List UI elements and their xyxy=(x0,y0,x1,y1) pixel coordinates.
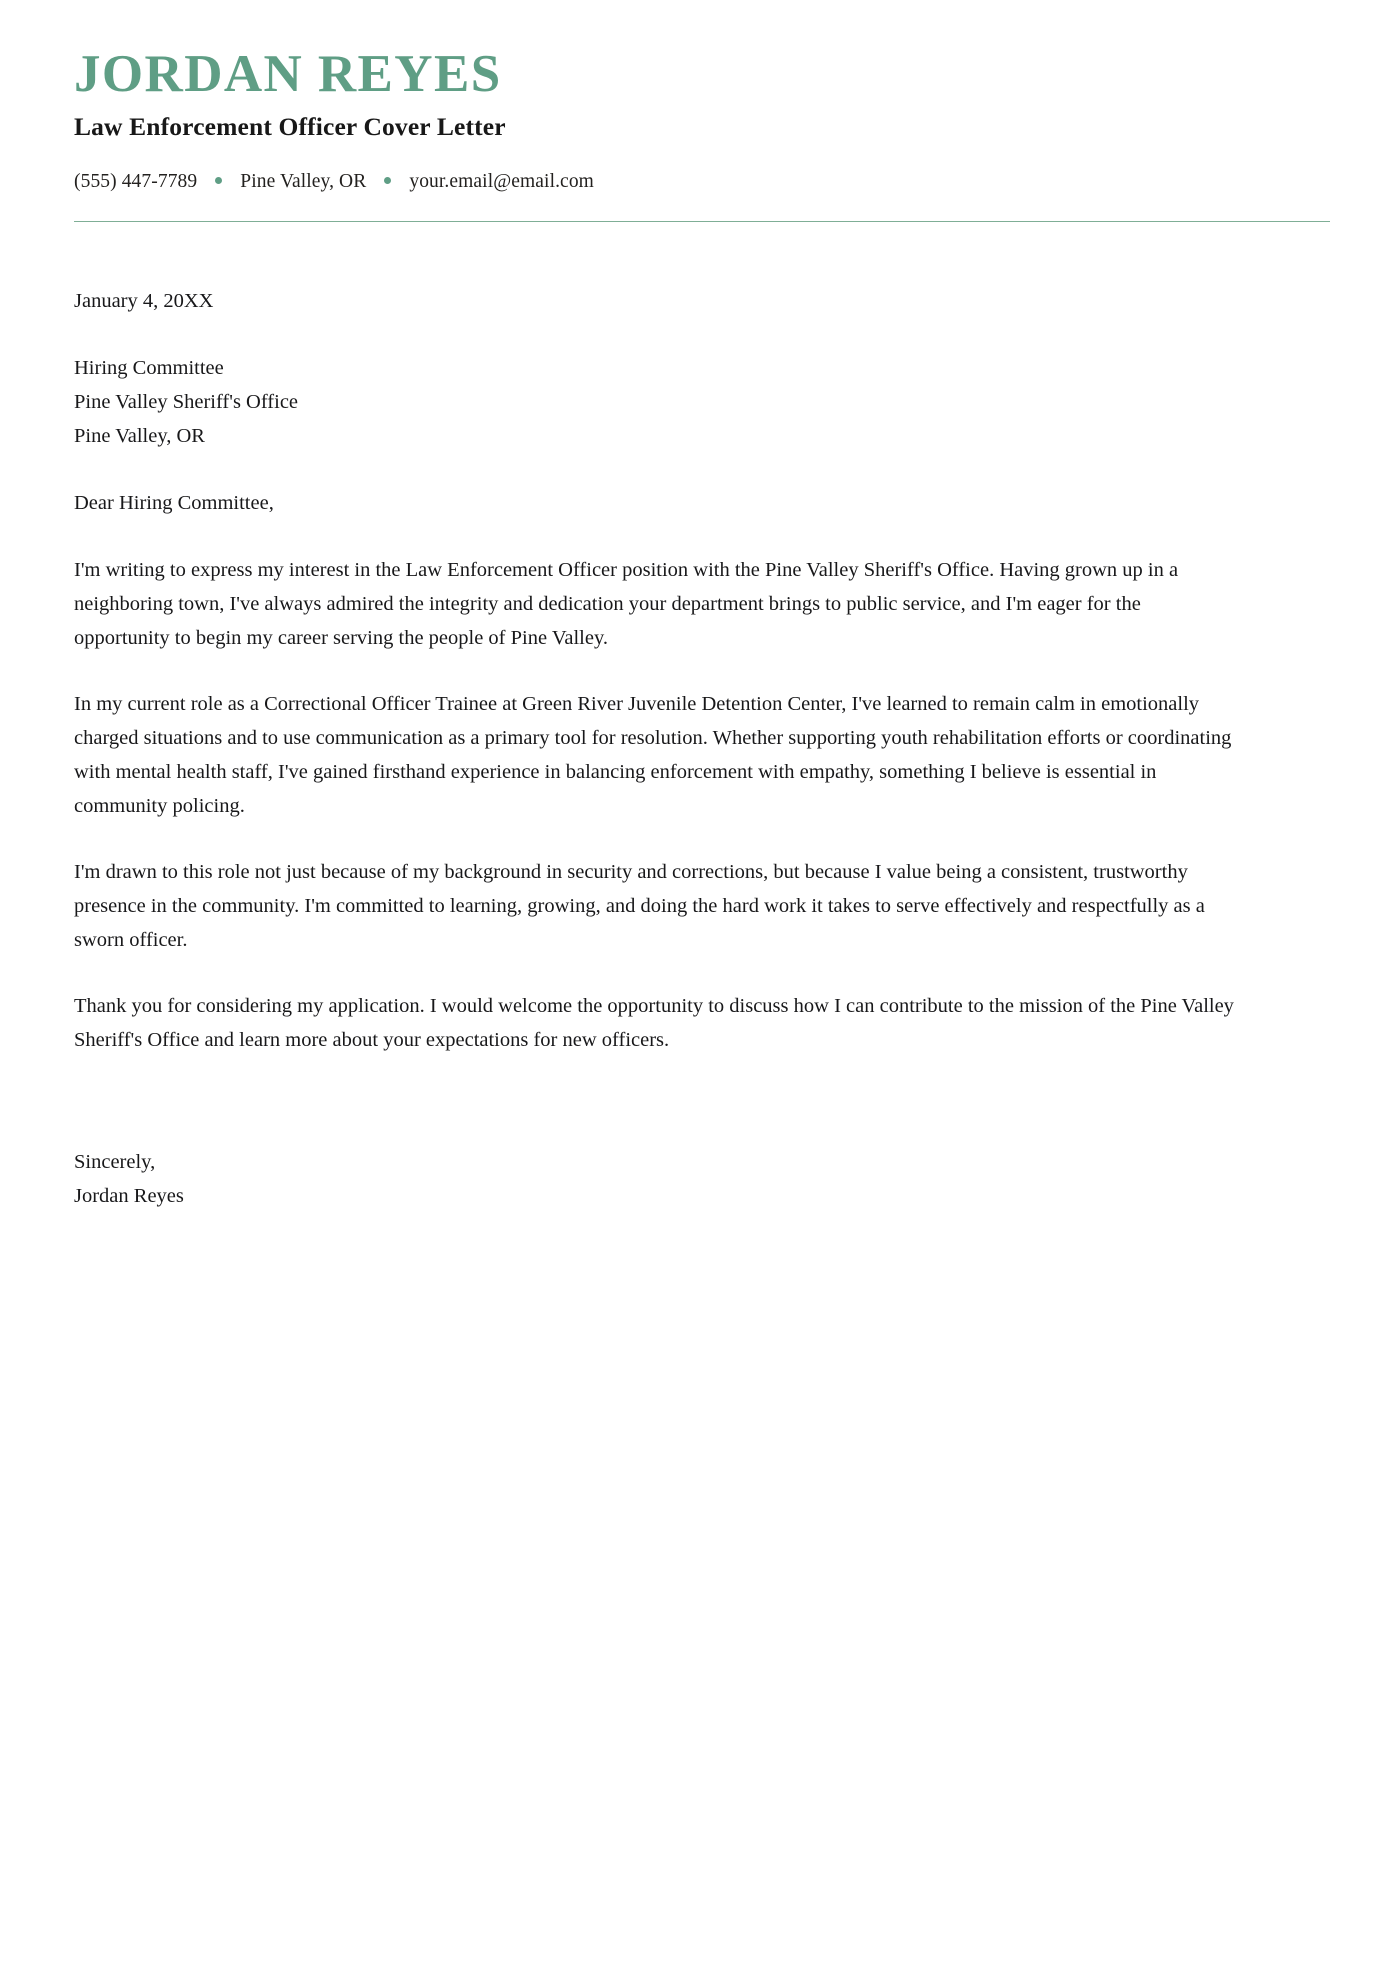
signature-name: Jordan Reyes xyxy=(74,1184,184,1207)
bullet-separator-icon xyxy=(384,177,391,184)
closing-block xyxy=(74,1145,1330,1213)
salutation: Dear Hiring Committee, xyxy=(74,491,274,514)
recipient-line-3: Pine Valley, OR xyxy=(74,424,205,447)
recipient-block xyxy=(74,351,1330,453)
body-paragraph: In my current role as a Correctional Officer Trainee at Green River Juvenile Detention Center, I've learned to remain calm in emotionally charged situations and to use communication as a primary tool for resolution. Whether supporting youth rehabilitation efforts or coordinating with mental health staff, I've gained firsthand experience in balancing enforcement with empathy, something I believe is essential in community policing. xyxy=(74,692,1232,817)
body-paragraph: I'm writing to express my interest in the Law Enforcement Officer position with the Pine Valley Sheriff's Office. Having grown up in a neighboring town, I've always admired the integrity and dedication your department brings to public service, and I'm eager for the opportunity to begin my career serving the people of Pine Valley. xyxy=(74,558,1179,649)
letter-header xyxy=(74,44,1330,222)
document-subtitle: Law Enforcement Officer Cover Letter xyxy=(74,112,506,142)
contact-phone: (555) 447-7789 xyxy=(74,170,198,192)
body-paragraph: I'm drawn to this role not just because of my background in security and corrections, but because I value being a consistent, trustworthy presence in the community. I'm committed to learning, growing, and doing the hard work it takes to serve effectively and respectfully as a sworn officer. xyxy=(74,860,1205,951)
recipient-line-2: Pine Valley Sheriff's Office xyxy=(74,390,299,413)
letter-body xyxy=(74,222,1330,1213)
bullet-separator-icon xyxy=(215,177,222,184)
body-paragraph: Thank you for considering my application. I would welcome the opportunity to discuss how I can contribute to the mission of the Pine Valley Sheriff's Office and learn more about your expectations for new officers. xyxy=(74,994,1234,1051)
letter-date: January 4, 20XX xyxy=(74,289,214,312)
applicant-name: JORDAN REYES xyxy=(74,45,502,103)
contact-location: Pine Valley, OR xyxy=(240,170,367,192)
contact-email: your.email@email.com xyxy=(409,170,594,192)
closing-signoff: Sincerely, xyxy=(74,1150,156,1173)
recipient-line-1: Hiring Committee xyxy=(74,356,224,379)
contact-row xyxy=(74,171,1330,193)
